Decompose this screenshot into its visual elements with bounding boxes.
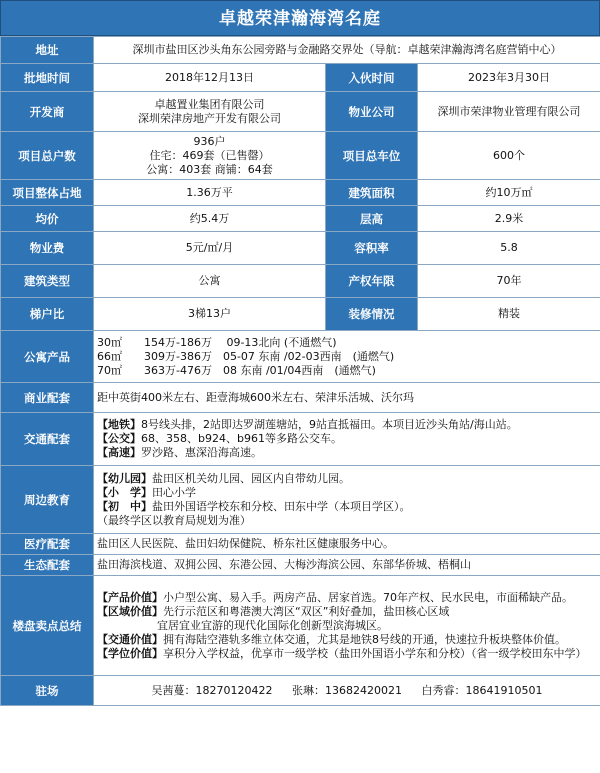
value-fee: 5元/㎡/月 xyxy=(94,232,326,265)
value-building-type: 公寓 xyxy=(94,265,326,298)
label-floor-area: 建筑面积 xyxy=(326,180,418,206)
row-medical xyxy=(1,534,600,555)
row-apartment xyxy=(1,331,600,383)
label-elevator: 梯户比 xyxy=(1,298,94,331)
value-tenure: 70年 xyxy=(418,265,600,298)
apartment-line: 66㎡ 309万-386万 05-07 东南 /02-03西南 (通燃气) xyxy=(97,349,395,363)
value-land: 1.36万平 xyxy=(94,180,326,206)
row-fee xyxy=(1,232,600,265)
sheet-title: 卓越荣津瀚海湾名庭 xyxy=(0,0,600,36)
label-property-company: 物业公司 xyxy=(326,92,418,132)
label-parking: 项目总车位 xyxy=(326,132,418,180)
education-note: （最终学区以教育局规划为准） xyxy=(97,513,251,527)
label-apartment: 公寓产品 xyxy=(1,331,94,383)
value-commercial: 距中英街400米左右、距壹海城600米左右、荣津乐活城、沃尔玛 xyxy=(94,383,600,413)
value-floor-height: 2.9米 xyxy=(418,206,600,232)
row-elevator xyxy=(1,298,600,331)
row-households xyxy=(1,132,600,180)
row-traffic xyxy=(1,413,600,466)
value-decoration: 精装 xyxy=(418,298,600,331)
row-ecology xyxy=(1,555,600,576)
value-medical: 盐田区人民医院、盐田妇幼保健院、桥东社区健康服务中心。 xyxy=(94,534,600,555)
selling-item: 【产品价值】小户型公寓、易入手。两房产品、居家首选。70年产权、民水民电，市面稀缺产品。 xyxy=(97,590,573,604)
value-price: 约5.4万 xyxy=(94,206,326,232)
value-onsite xyxy=(94,676,600,706)
label-plot-ratio: 容积率 xyxy=(326,232,418,265)
value-move-in: 2023年3月30日 xyxy=(418,64,600,92)
apartment-line: 30㎡ 154万-186万 09-13北向 (不通燃气) xyxy=(97,335,337,349)
value-floor-area: 约10万㎡ xyxy=(418,180,600,206)
value-selling-points xyxy=(94,576,600,676)
selling-item: 【交通价值】拥有海陆空港轨多维立体交通，尤其是地铁8号线的开通，快速拉升板块整体价值。 xyxy=(97,632,566,646)
row-selling-points xyxy=(1,576,600,676)
row-education xyxy=(1,466,600,534)
label-decoration: 装修情况 xyxy=(326,298,418,331)
apartment-line: 70㎡ 363万-476万 08 东南 /01/04西南 (通燃气) xyxy=(97,363,376,377)
label-medical: 医疗配套 xyxy=(1,534,94,555)
label-land: 项目整体占地 xyxy=(1,180,94,206)
row-onsite xyxy=(1,676,600,706)
row-developer xyxy=(1,92,600,132)
value-traffic xyxy=(94,413,600,466)
label-price: 均价 xyxy=(1,206,94,232)
row-land xyxy=(1,180,600,206)
households-line: 公寓：403套 商铺：64套 xyxy=(146,162,273,176)
value-developer xyxy=(94,92,326,132)
value-property-company: 深圳市荣津物业管理有限公司 xyxy=(418,92,600,132)
info-table xyxy=(0,36,600,706)
label-traffic: 交通配套 xyxy=(1,413,94,466)
selling-item: 宜居宜业宜游的现代化国际化创新型滨海城区。 xyxy=(157,618,388,632)
row-price xyxy=(1,206,600,232)
label-approval: 批地时间 xyxy=(1,64,94,92)
value-address: 深圳市盐田区沙头角东公园旁路与金融路交界处（导航：卓越荣津瀚海湾名庭营销中心） xyxy=(94,37,600,64)
value-ecology: 盐田海滨栈道、双拥公园、东港公园、大梅沙海滨公园、东部华侨城、梧桐山 xyxy=(94,555,600,576)
label-onsite: 驻场 xyxy=(1,676,94,706)
label-education: 周边教育 xyxy=(1,466,94,534)
value-parking: 600个 xyxy=(418,132,600,180)
traffic-item: 【公交】68、358、b924、b961等多路公交车。 xyxy=(97,432,342,445)
label-developer: 开发商 xyxy=(1,92,94,132)
households-line: 936户 xyxy=(193,134,226,148)
label-commercial: 商业配套 xyxy=(1,383,94,413)
value-elevator: 3梯13户 xyxy=(94,298,326,331)
row-commercial xyxy=(1,383,600,413)
selling-item: 【学位价值】享积分入学权益，优享市一级学校（盐田外国语小学东和分校）（省一级学校田东中学） xyxy=(97,646,587,660)
value-plot-ratio: 5.8 xyxy=(418,232,600,265)
value-apartment xyxy=(94,331,600,383)
education-item: 【幼儿园】盐田区机关幼儿园、园区内自带幼儿园。 xyxy=(97,471,350,485)
row-address xyxy=(1,37,600,64)
traffic-item: 【高速】罗沙路、惠深沿海高速。 xyxy=(97,446,262,459)
education-item: 【小 学】田心小学 xyxy=(97,485,196,499)
label-households: 项目总户数 xyxy=(1,132,94,180)
households-line: 住宅：469套（已售罄） xyxy=(149,148,270,162)
label-address: 地址 xyxy=(1,37,94,64)
contact: 张琳：13682420021 xyxy=(292,683,402,697)
selling-item: 【区域价值】先行示范区和粤港澳大湾区“双区”利好叠加，盐田核心区域 xyxy=(97,604,450,618)
label-floor-height: 层高 xyxy=(326,206,418,232)
row-approval xyxy=(1,64,600,92)
developer-line: 卓越置业集团有限公司 xyxy=(154,97,265,111)
contact: 吴茜蔓：18270120422 xyxy=(151,683,273,697)
traffic-item: 【地铁】8号线头排，2站即达罗湖莲塘站，9站直抵福田。本项目近沙头角站/海山站。 xyxy=(97,418,518,431)
label-move-in: 入伙时间 xyxy=(326,64,418,92)
developer-line: 深圳荣津房地产开发有限公司 xyxy=(138,111,281,125)
label-selling-points: 楼盘卖点总结 xyxy=(1,576,94,676)
label-fee: 物业费 xyxy=(1,232,94,265)
value-education xyxy=(94,466,600,534)
label-tenure: 产权年限 xyxy=(326,265,418,298)
value-households xyxy=(94,132,326,180)
contact: 白秀睿：18641910501 xyxy=(421,683,543,697)
label-building-type: 建筑类型 xyxy=(1,265,94,298)
value-approval: 2018年12月13日 xyxy=(94,64,326,92)
education-item: 【初 中】盐田外国语学校东和分校、田东中学（本项目学区）。 xyxy=(97,499,411,513)
label-ecology: 生态配套 xyxy=(1,555,94,576)
row-building xyxy=(1,265,600,298)
